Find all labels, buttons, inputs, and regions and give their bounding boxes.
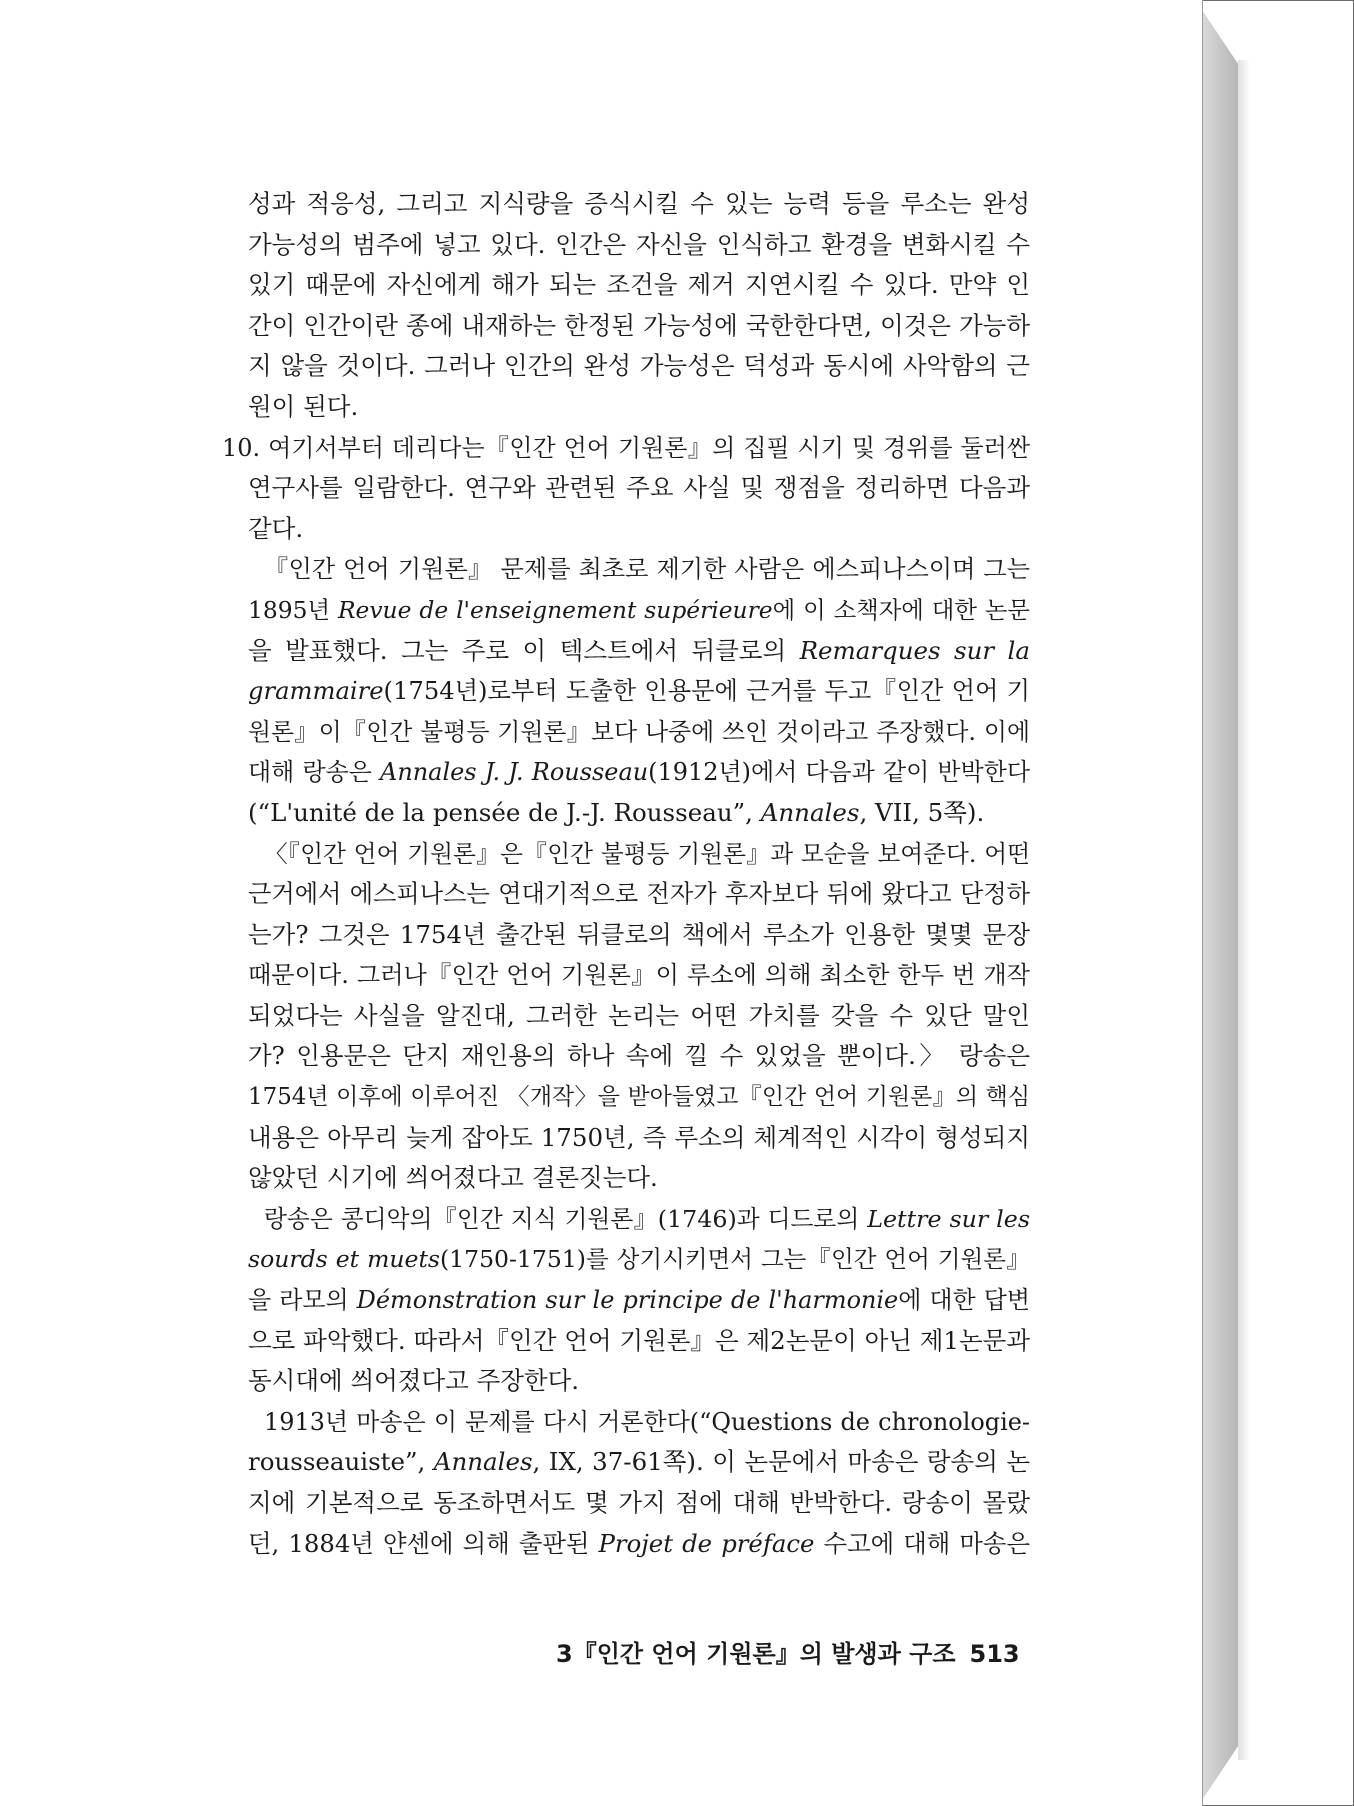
text-line: 근거에서 에스피나스는 연대기적으로 전자가 후자보다 뒤에 왔다고 단정하 (248, 880, 1030, 909)
text-line: 던, 1884년 얀센에 의해 출판된 Projet de préface 수고에 대해 마송은 (248, 1528, 1030, 1558)
text-line: 으로 파악했다. 따라서『인간 언어 기원론』은 제2논문이 아닌 제1논문과 (248, 1325, 1030, 1355)
text-line: 내용은 아무리 늦게 잡아도 1750년, 즉 루소의 체계적인 시각이 형성되지 (248, 1122, 1030, 1152)
text-line: 간이 인간이란 종에 내재하는 한정된 가능성에 국한한다면, 이것은 가능하 (248, 310, 1030, 340)
text-line: (“L'unité de la pensée de J.-J. Rousseau”, Annales, VII, 5쪽). (248, 797, 985, 827)
text-line: 연구사를 일람한다. 연구와 관련된 주요 사실 및 쟁점을 정리하면 다음과 (248, 473, 1030, 503)
text-line: 가능성의 범주에 넣고 있다. 인간은 자신을 인식하고 환경을 변화시킬 수 (248, 229, 1030, 259)
note-10-first-line: 10. 여기서부터 데리다는『인간 언어 기원론』의 집필 시기 및 경위를 둘러싼 (222, 433, 1030, 462)
text-line: 성과 적응성, 그리고 지식량을 증식시킬 수 있는 능력 등을 루소는 완성 (248, 189, 1030, 218)
text-line: 대해 랑송은 Annales J. J. Rousseau(1912년)에서 다음과 같이 반박한다 (248, 758, 1030, 787)
text-line: 을 발표했다. 그는 주로 이 텍스트에서 뒤클로의 Remarques sur la (248, 635, 1030, 665)
running-head: 3『인간 언어 기원론』의 발생과 구조 (556, 1640, 956, 1668)
text-line: 원론』이『인간 불평등 기원론』보다 나중에 쓰인 것이라고 주장했다. 이에 (248, 717, 1030, 746)
text-line: 을 라모의 Démonstration sur le principe de l'harmonie에 대한 답변 (248, 1286, 1030, 1315)
text-line: 원이 된다. (248, 391, 359, 421)
text-line: 1754년 이후에 이루어진 〈개작〉을 받아들였고『인간 언어 기원론』의 핵심 (248, 1084, 1030, 1111)
text-line: 지 않을 것이다. 그러나 인간의 완성 가능성은 덕성과 동시에 사악함의 근 (248, 351, 1030, 381)
text-line: 는가? 그것은 1754년 출간된 뒤클로의 책에서 루소가 인용한 몇몇 문장 (248, 919, 1030, 949)
book-page-edge (1202, 10, 1238, 1800)
text-line: sourds et muets(1750-1751)를 상기시키면서 그는『인간 언어 기원론』 (248, 1245, 1030, 1274)
paragraph-first-line: 『인간 언어 기원론』 문제를 최초로 제기한 사람은 에스피나스이며 그는 (264, 555, 1030, 584)
text-line: grammaire(1754년)로부터 도출한 인용문에 근거를 두고『인간 언어 기 (248, 677, 1030, 706)
text-line: 같다. (248, 513, 304, 543)
paragraph-first-line: 〈『인간 언어 기원론』은『인간 불평등 기원론』과 모순을 보여준다. 어떤 (264, 839, 1030, 868)
text-line: 있기 때문에 자신에게 해가 되는 조건을 제거 지연시킬 수 있다. 만약 인 (248, 270, 1030, 300)
paragraph-first-line: 랑송은 콩디악의『인간 지식 기원론』(1746)과 디드로의 Lettre sur les (264, 1204, 1031, 1233)
text-line: 때문이다. 그러나『인간 언어 기원론』이 루소에 의해 최소한 한두 번 개작 (248, 961, 1030, 990)
body-text (222, 184, 1031, 1564)
page-footer (556, 1634, 1020, 1669)
paragraph-first-line: 1913년 마송은 이 문제를 다시 거론한다(“Questions de chronologie- (264, 1407, 1030, 1436)
text-line: 않았던 시기에 씌어졌다고 결론짓는다. (248, 1163, 658, 1193)
text-line: 동시대에 씌어졌다고 주장한다. (248, 1366, 580, 1396)
book-page-edge-shadow (1238, 60, 1250, 1760)
page-number: 513 (969, 1640, 1020, 1668)
text-line: 1895년 Revue de l'enseignement supérieure에 이 소책자에 대한 논문 (248, 595, 1030, 624)
text-line: rousseauiste”, Annales, IX, 37-61쪽). 이 논문에서 마송은 랑송의 논 (248, 1447, 1030, 1477)
text-line: 가? 인용문은 단지 재인용의 하나 속에 낄 수 있었을 뿐이다.〉 랑송은 (248, 1041, 1030, 1071)
text-line: 지에 기본적으로 동조하면서도 몇 가지 점에 대해 반박한다. 랑송이 몰랐 (248, 1488, 1030, 1517)
text-line: 되었다는 사실을 알진대, 그러한 논리는 어떤 가치를 갖을 수 있단 말인 (248, 1000, 1030, 1030)
